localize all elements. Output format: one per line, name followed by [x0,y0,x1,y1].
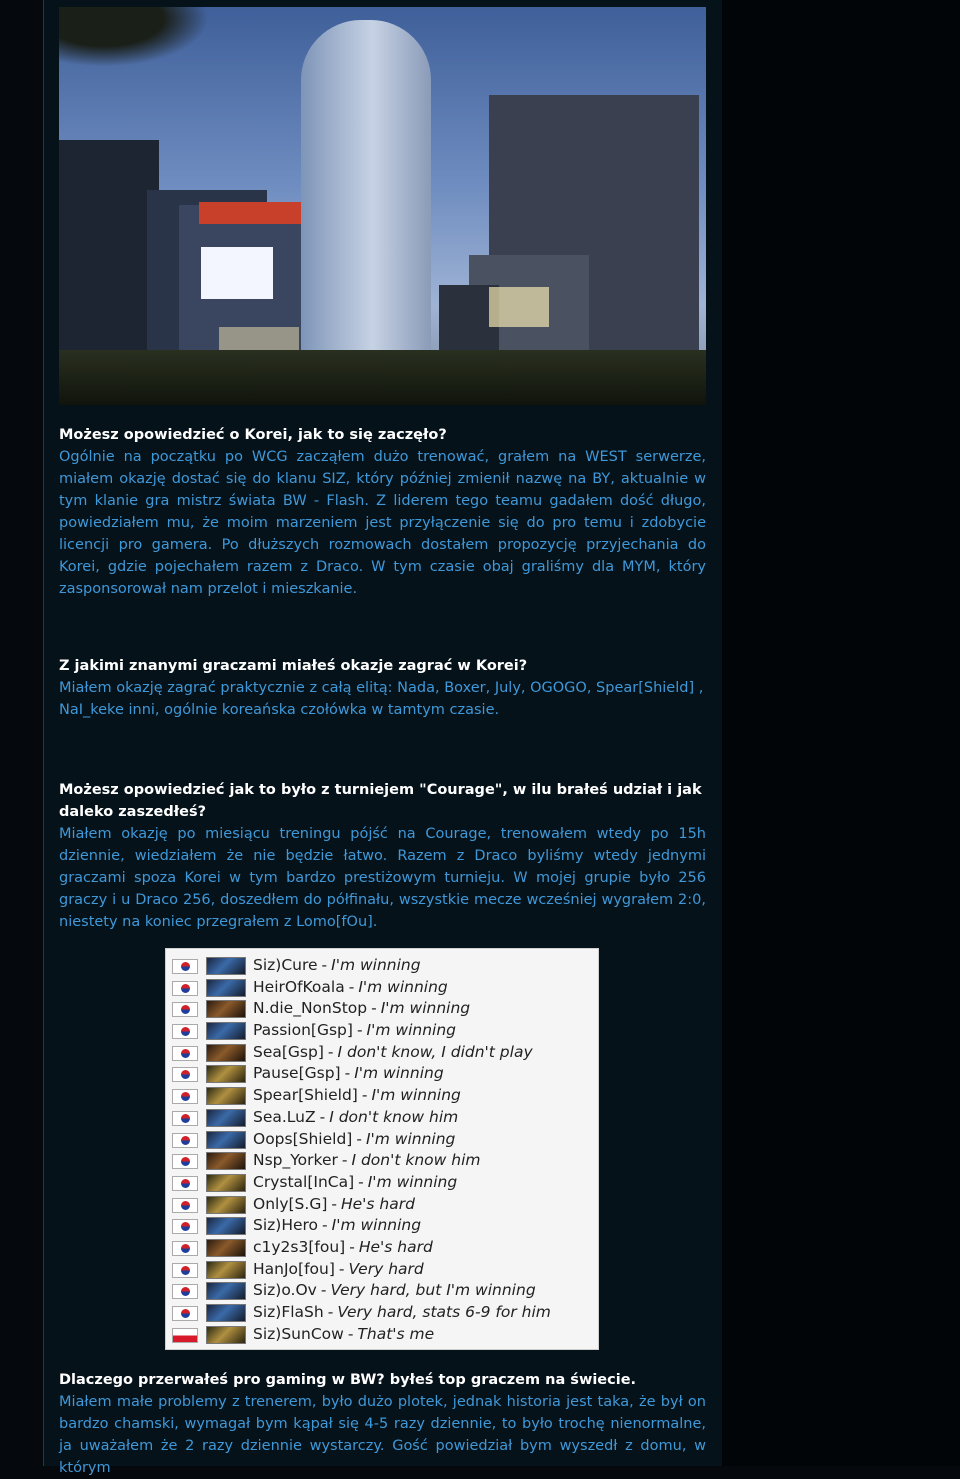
separator: - [327,1303,334,1321]
terran-race-portrait-icon [206,1282,246,1300]
player-comment: I'm winning [371,1086,461,1105]
city-skyline-photo [59,7,706,405]
player-comment: I'm winning [358,977,448,996]
player-name: c1y2s3[fou] [253,1237,346,1256]
player-entry [253,1043,533,1061]
ranking-row [166,1020,598,1042]
player-entry [253,1108,458,1126]
separator: - [358,1172,364,1191]
korea-flag-icon [172,1198,198,1213]
player-name: Siz)SunCow [253,1324,344,1343]
terran-race-portrait-icon [206,1304,246,1322]
player-comment: He's hard [358,1237,433,1256]
player-entry [253,1151,480,1169]
player-name: Spear[Shield] [253,1086,358,1105]
player-comment: I don't know him [329,1107,459,1126]
question-3: Możesz opowiedzieć jak to było z turniejem "Courage", w ilu brałeś udział i jak daleko zaszedłeś? [59,782,702,820]
player-comment: Very hard, but I'm winning [330,1281,536,1300]
ranking-row [166,1194,598,1216]
question-2: Z jakimi znanymi graczami miałeś okazje zagrać w Korei? [59,658,528,674]
prot-race-portrait-icon [206,1196,246,1214]
player-name: Sea.LuZ [253,1107,316,1126]
terran-race-portrait-icon [206,1131,246,1149]
player-comment: I'm winning [366,1021,456,1040]
separator: - [341,1151,348,1170]
ranking-row [166,1280,598,1302]
ranking-row [166,1302,598,1324]
player-name: Oops[Shield] [253,1129,353,1148]
player-name: HanJo[fou] [253,1259,335,1278]
prot-race-portrait-icon [206,1065,246,1083]
korea-flag-icon [172,1024,198,1039]
korea-flag-icon [172,1176,198,1191]
korea-flag-icon [172,1219,198,1234]
korea-flag-icon [172,1046,198,1061]
player-ranking-list [165,948,599,1350]
player-entry [253,1064,444,1082]
player-entry [253,1021,456,1039]
separator: - [371,999,377,1018]
ranking-row [166,1215,598,1237]
korea-flag-icon [172,1067,198,1082]
right-margin [722,0,960,1466]
player-entry [253,1325,434,1343]
player-name: Siz)o.Ov [253,1281,317,1300]
zerg-race-portrait-icon [206,1044,246,1062]
korea-flag-icon [172,1284,198,1299]
player-comment: That's me [357,1324,435,1343]
player-entry [253,1216,421,1234]
answer-4: Miałem małe problemy z trenerem, było dużo plotek, jednak historia jest taka, że był on bardzo chamski, wymagał bym kąpał się 4-5 razy dziennie, to było trochę nienormalne, ja uważałem że 2 razy dziennie wystarczy. Gość powiedział bym wyszedł z domu, w którym [59,1394,706,1476]
separator: - [327,1042,334,1061]
separator: - [319,1107,326,1126]
separator: - [356,1021,363,1040]
separator: - [320,1281,327,1300]
prot-race-portrait-icon [206,1174,246,1192]
korea-flag-icon [172,959,198,974]
player-name: Siz)Cure [253,956,318,974]
ranking-row [166,1042,598,1064]
korea-flag-icon [172,1306,198,1321]
player-comment: I'm winning [380,999,471,1018]
player-comment: I don't know him [351,1151,481,1170]
separator: - [344,1064,351,1083]
player-comment: I'm winning [367,1172,458,1191]
player-entry [253,1281,536,1299]
ranking-row [166,1085,598,1107]
korea-flag-icon [172,1111,198,1126]
zerg-race-portrait-icon [206,1239,246,1257]
player-comment: He's hard [340,1194,415,1213]
separator: - [356,1129,362,1148]
separator: - [361,1086,368,1105]
ranking-row [166,1129,598,1151]
ranking-row [166,977,598,999]
separator: - [349,1237,355,1256]
qa-block-2 [59,655,706,721]
ranking-row [166,1172,598,1194]
korea-flag-icon [172,1241,198,1256]
player-name: Only[S.G] [253,1194,328,1213]
ranking-row [166,1324,598,1346]
poland-flag-icon [172,1328,198,1343]
player-entry [253,1238,433,1256]
separator: - [322,1216,328,1235]
player-comment: I don't know, I didn't play [337,1042,533,1061]
player-entry [253,1260,424,1278]
player-entry [253,1173,457,1191]
player-comment: Very hard [348,1259,424,1278]
player-name: HeirOfKoala [253,977,345,996]
qa-block-3 [59,779,706,933]
terran-race-portrait-icon [206,1217,246,1235]
korea-flag-icon [172,1002,198,1017]
terran-race-portrait-icon [206,957,246,975]
qa-block-4 [59,1369,706,1479]
player-entry [253,999,470,1017]
player-entry [253,1303,551,1321]
player-name: Passion[Gsp] [253,1021,353,1040]
prot-race-portrait-icon [206,1087,246,1105]
separator: - [347,1324,354,1343]
question-1: Możesz opowiedzieć o Korei, jak to się zaczęło? [59,427,447,443]
separator: - [331,1194,337,1213]
player-comment: I'm winning [354,1064,444,1083]
separator: - [348,977,355,996]
korea-flag-icon [172,1154,198,1169]
ranking-row [166,1107,598,1129]
ranking-row [166,998,598,1020]
answer-1: Ogólnie na początku po WCG zacząłem dużo trenować, grałem na WEST serwerze, miałem okazję dostać się do klanu SIZ, który później zmienił nazwę na BY, aktualnie w tym klanie gra mistrz świata BW - Flash. Z liderem tego teamu gadałem dość długo, powiedziałem mu, że moim marzeniem jest przyłączenie się do pro temu i zdobycie licencji pro gamera. Po dłuższych rozmowach dostałem propozycję przyjechania do Korei, gdzie pojechałem razem z Draco. W tym czasie obaj graliśmy dla MYM, który zasponsorował nam przelot i mieszkanie. [59,449,706,597]
player-name: Sea[Gsp] [253,1042,324,1061]
zerg-race-portrait-icon [206,1000,246,1018]
qa-block-1 [59,424,706,600]
terran-race-portrait-icon [206,1022,246,1040]
player-name: Pause[Gsp] [253,1064,341,1083]
player-name: Siz)Hero [253,1216,319,1235]
ranking-row [166,955,598,977]
ranking-row [166,1259,598,1281]
player-name: Nsp_Yorker [253,1151,338,1170]
player-entry [253,1130,455,1148]
korea-flag-icon [172,1133,198,1148]
korea-flag-icon [172,1089,198,1104]
player-entry [253,1195,415,1213]
terran-race-portrait-icon [206,979,246,997]
player-comment: I'm winning [331,1216,422,1235]
ranking-row [166,1063,598,1085]
player-entry [253,1086,461,1104]
player-comment: I'm winning [331,956,421,974]
prot-race-portrait-icon [206,1326,246,1344]
terran-race-portrait-icon [206,1109,246,1127]
zerg-race-portrait-icon [206,1152,246,1170]
separator: - [321,956,328,974]
player-comment: I'm winning [365,1129,456,1148]
player-entry [253,978,448,996]
ranking-row [166,1237,598,1259]
player-name: Crystal[InCa] [253,1172,355,1191]
korea-flag-icon [172,981,198,996]
separator: - [338,1259,345,1278]
player-name: Siz)FlaSh [253,1303,324,1321]
prot-race-portrait-icon [206,1261,246,1279]
korea-flag-icon [172,1263,198,1278]
player-comment: Very hard, stats 6-9 for him [337,1303,551,1321]
question-4: Dlaczego przerwałeś pro gaming w BW? byłeś top graczem na świecie. [59,1372,637,1388]
player-entry [253,956,421,974]
player-name: N.die_NonStop [253,999,368,1018]
answer-2: Miałem okazję zagrać praktycznie z całą elitą: Nada, Boxer, July, OGOGO, Spear[Shield] , NaI_keke inni, ogólnie koreańska czołówka w tamtym czasie. [59,680,704,718]
answer-3: Miałem okazję po miesiącu treningu pójść na Courage, trenowałem wtedy po 15h dziennie, wiedziałem że nie będzie łatwo. Razem z Draco byliśmy wtedy jednymi graczami spoza Korei w tym bardzo prestiżowym turnieju. W mojej grupie było 256 graczy i u Draco 256, doszedłem do półfinału, wszystkie mecze wcześniej wygrałem 2:0, niestety na koniec przegrałem z Lomo[fOu]. [59,826,706,930]
ranking-row [166,1150,598,1172]
